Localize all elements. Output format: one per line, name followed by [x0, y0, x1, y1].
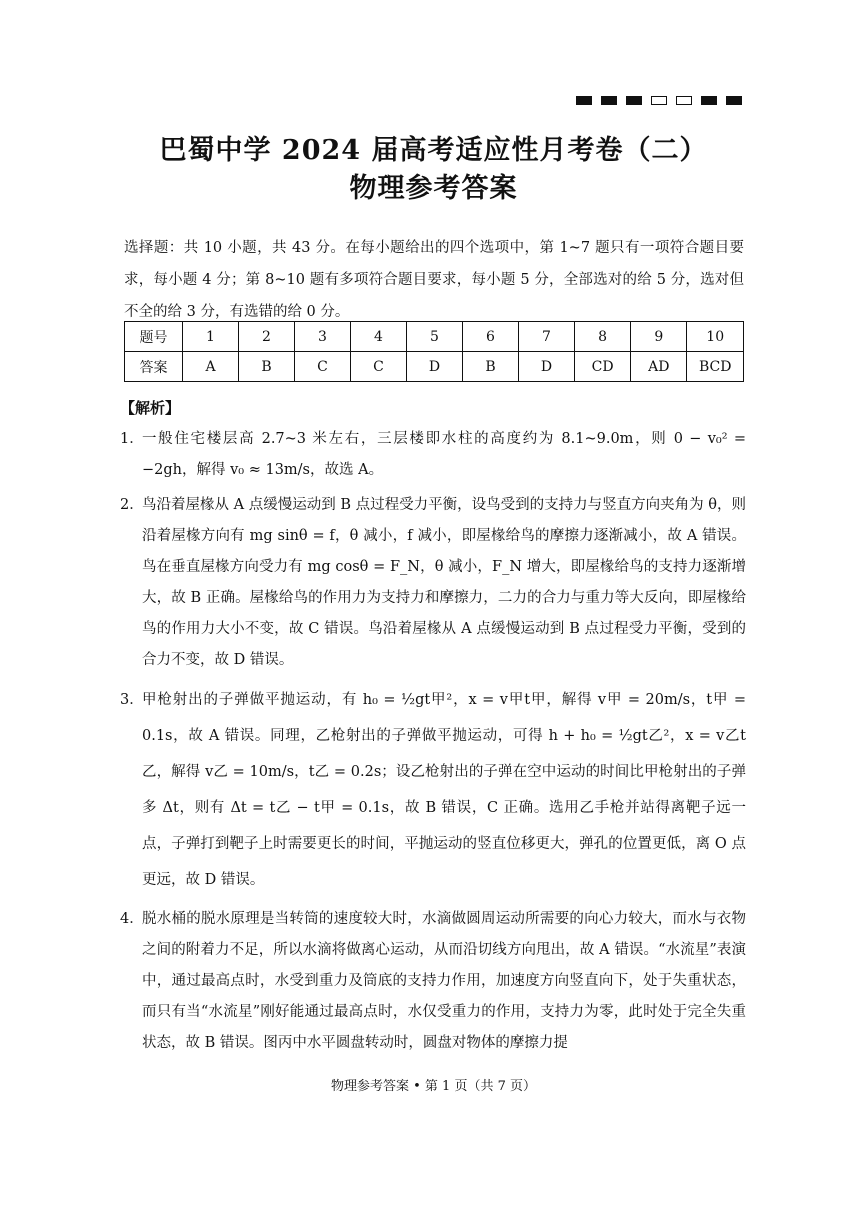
- question-number-cell: 10: [687, 322, 744, 352]
- answer-cell: C: [350, 352, 406, 382]
- analysis-item-1: [120, 424, 746, 486]
- question-number-cell: 5: [406, 322, 462, 352]
- item-number: 4．: [120, 911, 144, 927]
- question-number-cell: 2: [239, 322, 295, 352]
- item-number: 3．: [120, 692, 144, 708]
- answer-cell: C: [294, 352, 350, 382]
- filled-square-icon: [726, 96, 742, 105]
- answer-cell: B: [462, 352, 518, 382]
- filled-square-icon: [601, 96, 617, 105]
- answer-cell: B: [239, 352, 295, 382]
- analysis-heading: 【解析】: [120, 399, 181, 417]
- row-label-answer: 答案: [125, 352, 183, 382]
- answer-cell: D: [518, 352, 574, 382]
- filled-square-icon: [576, 96, 592, 105]
- question-number-cell: 7: [518, 322, 574, 352]
- item-text: 一般住宅楼层高 2.7~3 米左右，三层楼即水柱的高度约为 8.1~9.0m，则 0 − v₀² = −2gh，解得 v₀ ≈ 13m/s，故选 A。: [142, 431, 746, 478]
- row-label-number: 题号: [125, 322, 183, 352]
- item-number: 1．: [120, 431, 144, 447]
- question-number-cell: 9: [631, 322, 687, 352]
- question-number-cell: 8: [574, 322, 630, 352]
- answer-cell: BCD: [687, 352, 744, 382]
- answer-table: [124, 321, 744, 382]
- instructions-paragraph: 选择题：共 10 小题，共 43 分。在每小题给出的四个选项中，第 1~7 题只有一项符合题目要求，每小题 4 分；第 8~10 题有多项符合题目要求，每小题 5 分，全部选对的给 5 分，选对但不全的给 3 分，有选错的给 0 分。: [124, 240, 744, 320]
- filled-square-icon: [626, 96, 642, 105]
- question-number-cell: 6: [462, 322, 518, 352]
- analysis-item-2: [120, 490, 746, 676]
- exam-subtitle: 物理参考答案: [349, 173, 518, 204]
- answer-cell: A: [183, 352, 239, 382]
- exam-title: 巴蜀中学 2024 届高考适应性月考卷（二）: [159, 135, 708, 166]
- question-number-cell: 1: [183, 322, 239, 352]
- answer-row: [125, 352, 744, 382]
- analysis-item-4: [120, 904, 746, 1059]
- item-text: 鸟沿着屋椽从 A 点缓慢运动到 B 点过程受力平衡，设鸟受到的支持力与竖直方向夹角为 θ，则沿着屋椽方向有 mg sinθ = f，θ 减小，f 减小，即屋椽给鸟的摩擦力逐渐减小，故 A 错误。鸟在垂直屋椽方向受力有 mg cosθ = F_N，θ 减小，F_N 增大，即屋椽给鸟的支持力逐渐增大，故 B 正确。屋椽给鸟的作用力为支持力和摩擦力，二力的合力与重力等大反向，即屋椽给鸟的作用力大小不变，故 C 错误。鸟沿着屋椽从 A 点缓慢运动到 B 点过程受力平衡，受到的合力不变，故 D 错误。: [142, 497, 746, 668]
- empty-square-icon: [676, 96, 692, 105]
- question-number-cell: 4: [350, 322, 406, 352]
- filled-square-icon: [701, 96, 717, 105]
- answer-cell: AD: [631, 352, 687, 382]
- empty-square-icon: [651, 96, 667, 105]
- question-number-cell: 3: [294, 322, 350, 352]
- answer-cell: D: [406, 352, 462, 382]
- item-number: 2．: [120, 497, 144, 513]
- item-text: 脱水桶的脱水原理是当转筒的速度较大时，水滴做圆周运动所需要的向心力较大，而水与衣物之间的附着力不足，所以水滴将做离心运动，从而沿切线方向甩出，故 A 错误。“水流星”表演中，通过最高点时，水受到重力及筒底的支持力作用，加速度方向竖直向下，处于失重状态，而只有当“水流星”刚好能通过最高点时，水仅受重力的作用，支持力为零，此时处于完全失重状态，故 B 错误。图丙中水平圆盘转动时，圆盘对物体的摩擦力提: [142, 911, 746, 1051]
- answer-cell: CD: [574, 352, 630, 382]
- analysis-content: [120, 424, 746, 1059]
- header-marks: [576, 96, 742, 105]
- page-footer: 物理参考答案 • 第 1 页（共 7 页）: [330, 1079, 536, 1094]
- question-number-row: [125, 322, 744, 352]
- analysis-item-3: [120, 682, 746, 898]
- item-text: 甲枪射出的子弹做平抛运动，有 h₀ = ½gt甲²，x = v甲t甲，解得 v甲 = 20m/s，t甲 = 0.1s，故 A 错误。同理，乙枪射出的子弹做平抛运动，可得 h + h₀ = ½gt乙²，x = v乙t乙，解得 v乙 = 10m/s，t乙 = 0.2s；设乙枪射出的子弹在空中运动的时间比甲枪射出的子弹多 Δt，则有 Δt = t乙 − t甲 = 0.1s，故 B 错误，C 正确。选用乙手枪并站得离靶子远一点，子弹打到靶子上时需要更长的时间，平抛运动的竖直位移更大，弹孔的位置更低，离 O 点更远，故 D 错误。: [142, 692, 746, 888]
